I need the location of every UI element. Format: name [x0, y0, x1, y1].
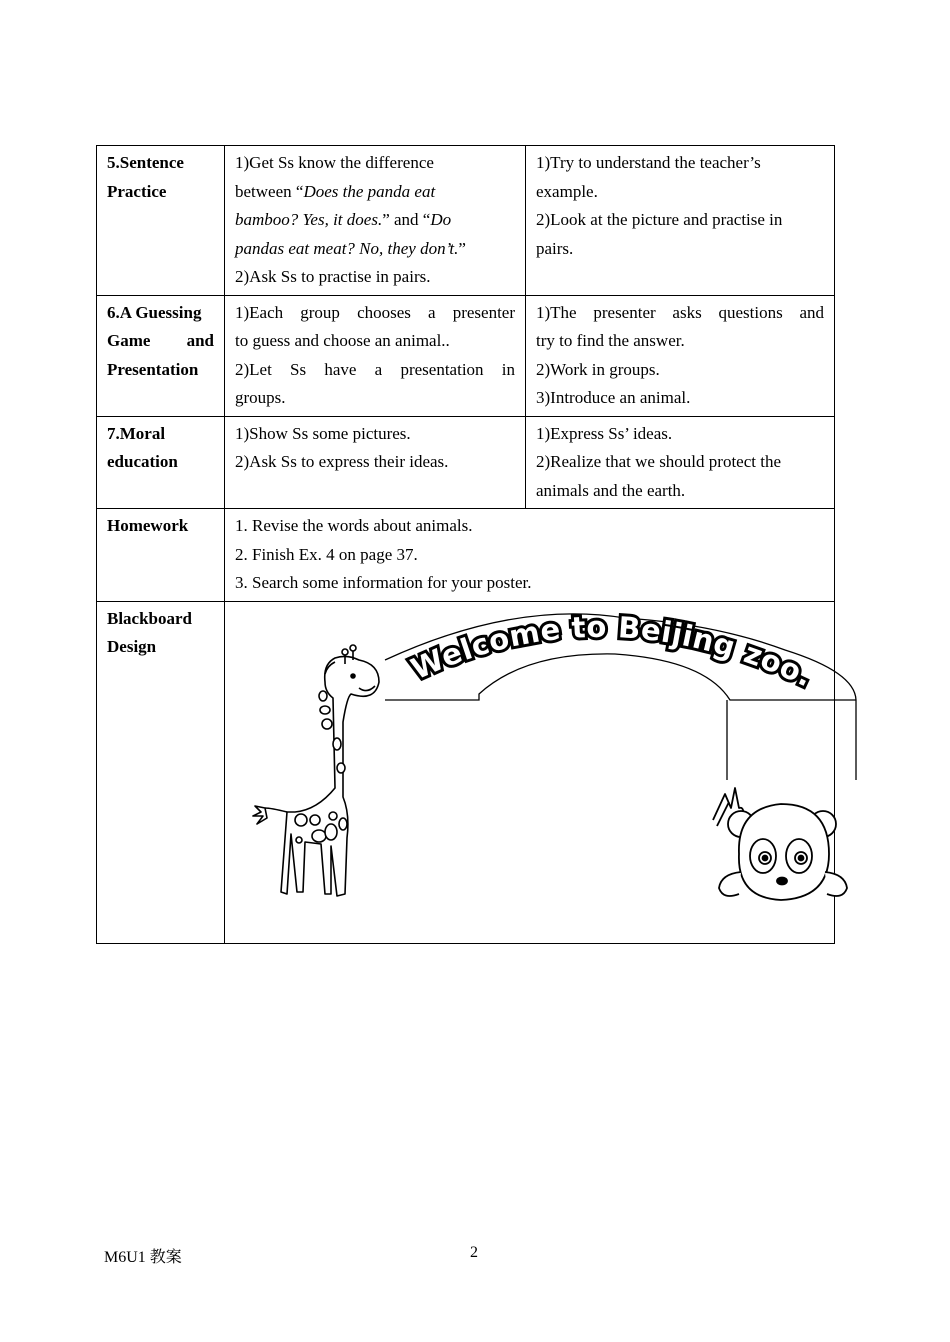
welcome-banner: Welcome to Beijing zoo.	[406, 609, 819, 694]
table-row	[97, 416, 835, 509]
student-activity-cell: 1)Express Ss’ ideas. 2)Realize that we should protect the animals and the earth.	[526, 416, 835, 509]
document-name: M6U1 教案	[104, 1249, 182, 1266]
student-activity-cell: 1)Try to understand the teacher’s example. 2)Look at the picture and practise in pairs.	[526, 146, 835, 296]
blackboard-drawing	[225, 601, 835, 943]
lesson-plan-table	[96, 145, 835, 944]
homework-label: Homework	[97, 509, 225, 602]
homework-list	[225, 509, 835, 602]
table-row	[97, 509, 835, 602]
stage-cell: 7.Moral education	[97, 416, 225, 509]
giraffe-icon	[253, 645, 379, 896]
table-row	[97, 295, 835, 416]
teacher-activity-cell: 1)Show Ss some pictures. 2)Ask Ss to express their ideas.	[225, 416, 526, 509]
page-number: 2	[470, 1244, 478, 1261]
student-activity-cell: 1)The presenter asks questions and try to find the answer. 2)Work in groups. 3)Introduce an animal.	[526, 295, 835, 416]
panda-icon	[713, 788, 847, 900]
stage-cell: 5.Sentence Practice	[97, 146, 225, 296]
stage-cell: 6.A Guessing Game and Presentation	[97, 295, 225, 416]
list-item: 1. Revise the words about animals.	[235, 516, 473, 535]
teacher-activity-cell: 1)Get Ss know the difference between “Does the panda eat bamboo? Yes, it does.” and “Do pandas eat meat? No, they don’t.” 2)Ask Ss to practise in pairs.	[225, 146, 526, 296]
zoo-drawing	[225, 602, 865, 942]
list-item: 2. Finish Ex. 4 on page 37.	[235, 544, 418, 564]
table-row	[97, 601, 835, 943]
table-row	[97, 146, 835, 296]
list-item: 3. Search some information for your poster.	[235, 573, 532, 592]
blackboard-label: Blackboard Design	[97, 601, 225, 943]
teacher-activity-cell: 1)Each group chooses a presenter to guess and choose an animal.. 2)Let Ss have a presentation in groups.	[225, 295, 526, 416]
